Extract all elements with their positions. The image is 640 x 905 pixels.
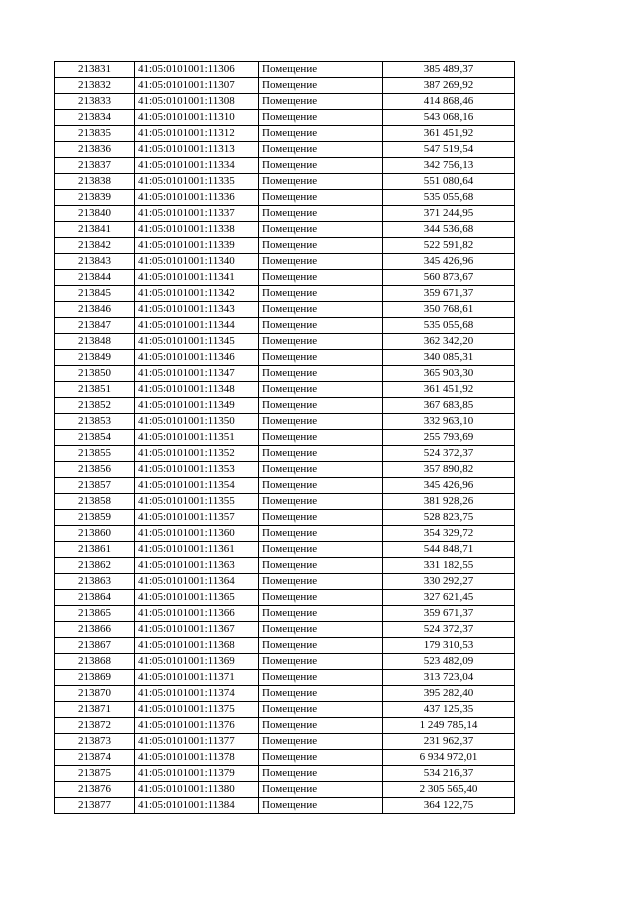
table-row [55,286,515,302]
row-number-cell: 213875 [55,766,135,782]
cadastral-value-cell: 255 793,69 [383,430,515,446]
row-number-cell: 213860 [55,526,135,542]
table-row [55,574,515,590]
cadastral-value-cell: 313 723,04 [383,670,515,686]
row-number-cell: 213851 [55,382,135,398]
cadastral-number-cell: 41:05:0101001:11369 [135,654,259,670]
table-row [55,398,515,414]
row-number-cell: 213846 [55,302,135,318]
table-row [55,798,515,814]
cadastral-number-cell: 41:05:0101001:11379 [135,766,259,782]
object-type-cell: Помещение [259,782,383,798]
row-number-cell: 213838 [55,174,135,190]
object-type-cell: Помещение [259,350,383,366]
object-type-cell: Помещение [259,238,383,254]
row-number-cell: 213849 [55,350,135,366]
object-type-cell: Помещение [259,110,383,126]
cadastral-number-cell: 41:05:0101001:11310 [135,110,259,126]
row-number-cell: 213835 [55,126,135,142]
object-type-cell: Помещение [259,174,383,190]
object-type-cell: Помещение [259,510,383,526]
cadastral-value-cell: 359 671,37 [383,286,515,302]
row-number-cell: 213853 [55,414,135,430]
table-row [55,734,515,750]
row-number-cell: 213877 [55,798,135,814]
object-type-cell: Помещение [259,558,383,574]
row-number-cell: 213856 [55,462,135,478]
cadastral-value-cell: 535 055,68 [383,318,515,334]
cadastral-number-cell: 41:05:0101001:11307 [135,78,259,94]
cadastral-number-cell: 41:05:0101001:11337 [135,206,259,222]
row-number-cell: 213837 [55,158,135,174]
row-number-cell: 213840 [55,206,135,222]
table-row [55,382,515,398]
cadastral-value-cell: 544 848,71 [383,542,515,558]
object-type-cell: Помещение [259,62,383,78]
object-type-cell: Помещение [259,750,383,766]
row-number-cell: 213847 [55,318,135,334]
table-row [55,110,515,126]
cadastral-number-cell: 41:05:0101001:11365 [135,590,259,606]
cadastral-number-cell: 41:05:0101001:11308 [135,94,259,110]
cadastral-number-cell: 41:05:0101001:11378 [135,750,259,766]
object-type-cell: Помещение [259,734,383,750]
cadastral-value-cell: 362 342,20 [383,334,515,350]
cadastral-number-cell: 41:05:0101001:11336 [135,190,259,206]
cadastral-value-cell: 6 934 972,01 [383,750,515,766]
row-number-cell: 213848 [55,334,135,350]
row-number-cell: 213843 [55,254,135,270]
table-row [55,270,515,286]
row-number-cell: 213833 [55,94,135,110]
object-type-cell: Помещение [259,126,383,142]
cadastral-value-cell: 345 426,96 [383,254,515,270]
cadastral-value-cell: 524 372,37 [383,622,515,638]
object-type-cell: Помещение [259,526,383,542]
table-row [55,558,515,574]
object-type-cell: Помещение [259,574,383,590]
cadastral-value-cell: 345 426,96 [383,478,515,494]
object-type-cell: Помещение [259,542,383,558]
cadastral-value-cell: 327 621,45 [383,590,515,606]
object-type-cell: Помещение [259,190,383,206]
table-row [55,702,515,718]
cadastral-number-cell: 41:05:0101001:11313 [135,142,259,158]
table-row [55,782,515,798]
row-number-cell: 213870 [55,686,135,702]
object-type-cell: Помещение [259,158,383,174]
cadastral-number-cell: 41:05:0101001:11360 [135,526,259,542]
cadastral-number-cell: 41:05:0101001:11366 [135,606,259,622]
row-number-cell: 213859 [55,510,135,526]
cadastral-value-cell: 359 671,37 [383,606,515,622]
cadastral-number-cell: 41:05:0101001:11348 [135,382,259,398]
table-row [55,750,515,766]
cadastral-value-cell: 361 451,92 [383,382,515,398]
cadastral-value-cell: 364 122,75 [383,798,515,814]
cadastral-number-cell: 41:05:0101001:11367 [135,622,259,638]
cadastral-number-cell: 41:05:0101001:11363 [135,558,259,574]
cadastral-value-cell: 365 903,30 [383,366,515,382]
cadastral-value-cell: 361 451,92 [383,126,515,142]
cadastral-number-cell: 41:05:0101001:11349 [135,398,259,414]
table-row [55,334,515,350]
table-row [55,414,515,430]
table-row [55,718,515,734]
cadastral-value-cell: 367 683,85 [383,398,515,414]
row-number-cell: 213865 [55,606,135,622]
table-row [55,622,515,638]
object-type-cell: Помещение [259,142,383,158]
object-type-cell: Помещение [259,222,383,238]
cadastral-value-cell: 395 282,40 [383,686,515,702]
table-row [55,254,515,270]
table-row [55,206,515,222]
row-number-cell: 213857 [55,478,135,494]
cadastral-value-cell: 340 085,31 [383,350,515,366]
cadastral-value-cell: 354 329,72 [383,526,515,542]
row-number-cell: 213861 [55,542,135,558]
object-type-cell: Помещение [259,366,383,382]
table-row [55,654,515,670]
table-row [55,94,515,110]
table-row [55,686,515,702]
row-number-cell: 213832 [55,78,135,94]
cadastral-value-cell: 381 928,26 [383,494,515,510]
object-type-cell: Помещение [259,638,383,654]
object-type-cell: Помещение [259,622,383,638]
cadastral-value-cell: 332 963,10 [383,414,515,430]
cadastral-value-cell: 543 068,16 [383,110,515,126]
table-row [55,222,515,238]
cadastral-value-table [54,61,515,814]
row-number-cell: 213868 [55,654,135,670]
cadastral-number-cell: 41:05:0101001:11344 [135,318,259,334]
cadastral-value-cell: 551 080,64 [383,174,515,190]
cadastral-number-cell: 41:05:0101001:11384 [135,798,259,814]
table-row [55,142,515,158]
cadastral-number-cell: 41:05:0101001:11346 [135,350,259,366]
cadastral-value-cell: 331 182,55 [383,558,515,574]
cadastral-number-cell: 41:05:0101001:11361 [135,542,259,558]
object-type-cell: Помещение [259,302,383,318]
table-row [55,510,515,526]
object-type-cell: Помещение [259,606,383,622]
cadastral-value-cell: 547 519,54 [383,142,515,158]
cadastral-number-cell: 41:05:0101001:11376 [135,718,259,734]
cadastral-value-cell: 2 305 565,40 [383,782,515,798]
table-row [55,302,515,318]
object-type-cell: Помещение [259,254,383,270]
cadastral-number-cell: 41:05:0101001:11341 [135,270,259,286]
table-row [55,78,515,94]
row-number-cell: 213867 [55,638,135,654]
row-number-cell: 213845 [55,286,135,302]
cadastral-number-cell: 41:05:0101001:11335 [135,174,259,190]
object-type-cell: Помещение [259,334,383,350]
table-row [55,430,515,446]
row-number-cell: 213855 [55,446,135,462]
cadastral-number-cell: 41:05:0101001:11339 [135,238,259,254]
cadastral-number-cell: 41:05:0101001:11368 [135,638,259,654]
object-type-cell: Помещение [259,430,383,446]
cadastral-value-cell: 1 249 785,14 [383,718,515,734]
cadastral-value-cell: 387 269,92 [383,78,515,94]
table-row [55,238,515,254]
cadastral-number-cell: 41:05:0101001:11355 [135,494,259,510]
cadastral-value-cell: 535 055,68 [383,190,515,206]
row-number-cell: 213873 [55,734,135,750]
cadastral-value-cell: 330 292,27 [383,574,515,590]
object-type-cell: Помещение [259,766,383,782]
object-type-cell: Помещение [259,206,383,222]
object-type-cell: Помещение [259,654,383,670]
row-number-cell: 213862 [55,558,135,574]
cadastral-value-cell: 437 125,35 [383,702,515,718]
table-row [55,494,515,510]
cadastral-number-cell: 41:05:0101001:11380 [135,782,259,798]
object-type-cell: Помещение [259,686,383,702]
cadastral-number-cell: 41:05:0101001:11352 [135,446,259,462]
table-row [55,190,515,206]
object-type-cell: Помещение [259,478,383,494]
object-type-cell: Помещение [259,270,383,286]
table-row [55,62,515,78]
cadastral-value-cell: 524 372,37 [383,446,515,462]
row-number-cell: 213872 [55,718,135,734]
object-type-cell: Помещение [259,702,383,718]
object-type-cell: Помещение [259,318,383,334]
row-number-cell: 213850 [55,366,135,382]
table-row [55,366,515,382]
object-type-cell: Помещение [259,382,383,398]
cadastral-number-cell: 41:05:0101001:11374 [135,686,259,702]
table-row [55,318,515,334]
cadastral-number-cell: 41:05:0101001:11377 [135,734,259,750]
row-number-cell: 213858 [55,494,135,510]
cadastral-value-cell: 560 873,67 [383,270,515,286]
cadastral-number-cell: 41:05:0101001:11340 [135,254,259,270]
object-type-cell: Помещение [259,446,383,462]
table-row [55,126,515,142]
row-number-cell: 213869 [55,670,135,686]
cadastral-value-cell: 231 962,37 [383,734,515,750]
row-number-cell: 213842 [55,238,135,254]
row-number-cell: 213876 [55,782,135,798]
row-number-cell: 213844 [55,270,135,286]
table-row [55,174,515,190]
cadastral-number-cell: 41:05:0101001:11354 [135,478,259,494]
row-number-cell: 213863 [55,574,135,590]
object-type-cell: Помещение [259,798,383,814]
object-type-cell: Помещение [259,590,383,606]
object-type-cell: Помещение [259,670,383,686]
table-row [55,542,515,558]
cadastral-value-cell: 528 823,75 [383,510,515,526]
table-row [55,670,515,686]
cadastral-value-cell: 350 768,61 [383,302,515,318]
cadastral-value-cell: 344 536,68 [383,222,515,238]
row-number-cell: 213831 [55,62,135,78]
object-type-cell: Помещение [259,462,383,478]
cadastral-number-cell: 41:05:0101001:11345 [135,334,259,350]
row-number-cell: 213871 [55,702,135,718]
row-number-cell: 213841 [55,222,135,238]
cadastral-number-cell: 41:05:0101001:11342 [135,286,259,302]
row-number-cell: 213836 [55,142,135,158]
row-number-cell: 213852 [55,398,135,414]
cadastral-value-cell: 385 489,37 [383,62,515,78]
cadastral-value-cell: 534 216,37 [383,766,515,782]
table-row [55,638,515,654]
cadastral-value-cell: 522 591,82 [383,238,515,254]
cadastral-number-cell: 41:05:0101001:11375 [135,702,259,718]
row-number-cell: 213874 [55,750,135,766]
cadastral-value-cell: 371 244,95 [383,206,515,222]
cadastral-number-cell: 41:05:0101001:11312 [135,126,259,142]
cadastral-value-cell: 357 890,82 [383,462,515,478]
table-row [55,350,515,366]
table-row [55,446,515,462]
object-type-cell: Помещение [259,78,383,94]
table-row [55,526,515,542]
object-type-cell: Помещение [259,286,383,302]
cadastral-number-cell: 41:05:0101001:11334 [135,158,259,174]
object-type-cell: Помещение [259,414,383,430]
table-row [55,158,515,174]
object-type-cell: Помещение [259,94,383,110]
cadastral-number-cell: 41:05:0101001:11364 [135,574,259,590]
table-row [55,462,515,478]
cadastral-value-cell: 179 310,53 [383,638,515,654]
cadastral-number-cell: 41:05:0101001:11338 [135,222,259,238]
cadastral-number-cell: 41:05:0101001:11351 [135,430,259,446]
cadastral-value-cell: 523 482,09 [383,654,515,670]
row-number-cell: 213834 [55,110,135,126]
table-body [55,62,515,814]
cadastral-number-cell: 41:05:0101001:11371 [135,670,259,686]
cadastral-number-cell: 41:05:0101001:11306 [135,62,259,78]
cadastral-number-cell: 41:05:0101001:11357 [135,510,259,526]
cadastral-value-cell: 342 756,13 [383,158,515,174]
row-number-cell: 213854 [55,430,135,446]
object-type-cell: Помещение [259,718,383,734]
cadastral-number-cell: 41:05:0101001:11353 [135,462,259,478]
cadastral-number-cell: 41:05:0101001:11350 [135,414,259,430]
row-number-cell: 213839 [55,190,135,206]
table-row [55,590,515,606]
object-type-cell: Помещение [259,494,383,510]
object-type-cell: Помещение [259,398,383,414]
cadastral-value-cell: 414 868,46 [383,94,515,110]
table-row [55,606,515,622]
cadastral-number-cell: 41:05:0101001:11347 [135,366,259,382]
cadastral-number-cell: 41:05:0101001:11343 [135,302,259,318]
table-row [55,478,515,494]
table-row [55,766,515,782]
row-number-cell: 213864 [55,590,135,606]
row-number-cell: 213866 [55,622,135,638]
